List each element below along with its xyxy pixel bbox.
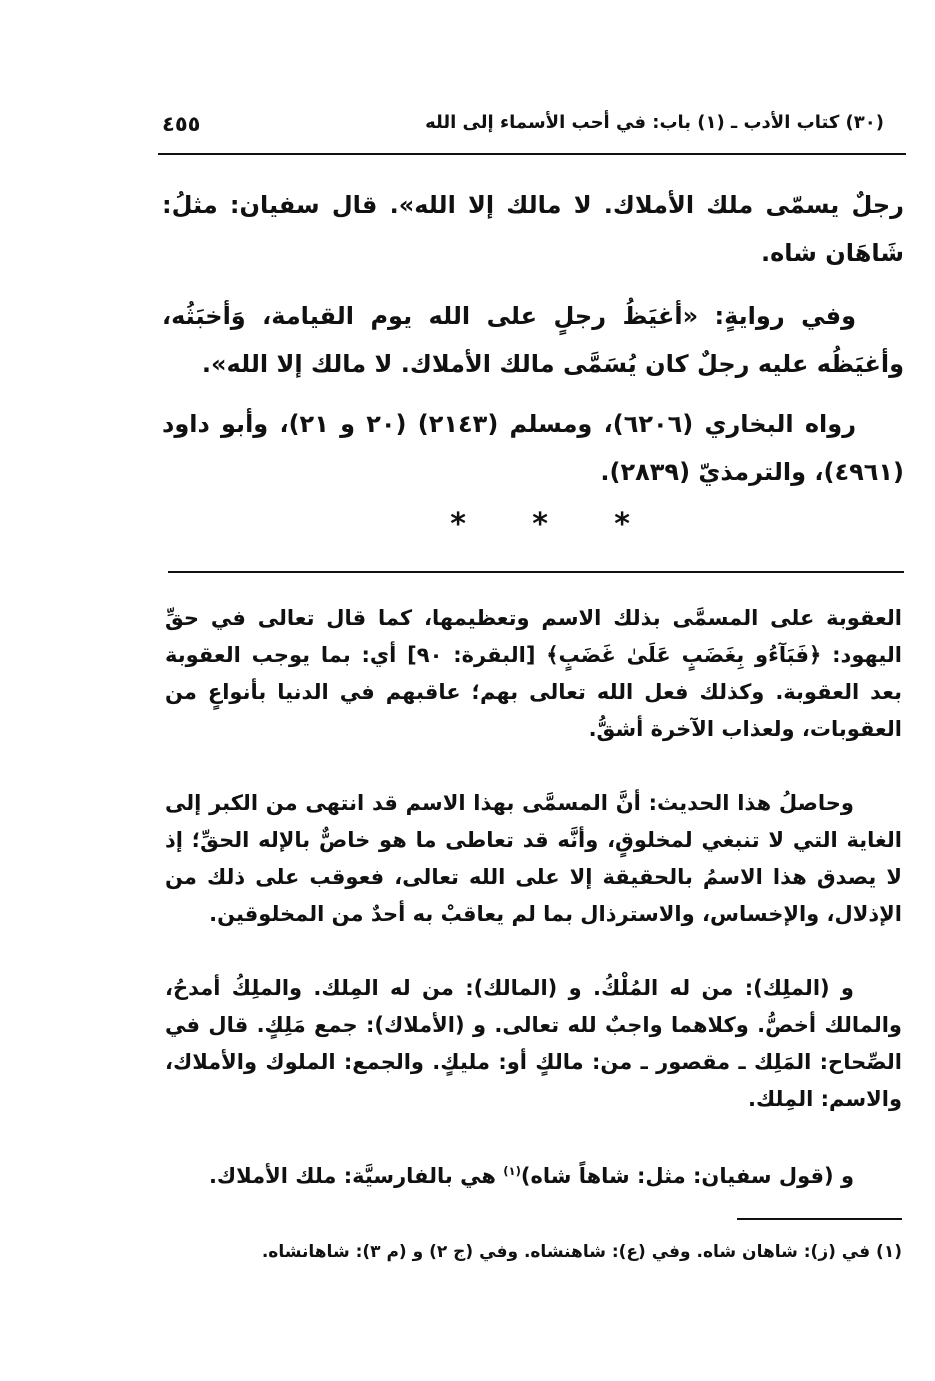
- hadith-paragraph-2: وفي روايةٍ: «أغيَظُ رجلٍ على الله يوم القيامة، وَأخبَثُه، وأغيَظُه عليه رجلٌ كان يُسَمَّى مالك الأملاك. لا مالك إلا الله».: [162, 302, 904, 378]
- separator-star: *: [614, 507, 630, 542]
- commentary-paragraph-3: و (الملِك): من له المُلْكُ. و (المالك): من له المِلك. والملِكُ أمدحُ، والمالك أخصُّ. وكلاهما واجبٌ لله تعالى. و (الأملاك): جمع مَلِكٍ. قال في الصِّحاح: المَلِك ـ مقصور ـ من: مالكٍ أو: مليكٍ. والجمع: الملوك والأملاك، والاسم: المِلك.: [165, 976, 902, 1111]
- running-header: [158, 112, 906, 152]
- page-number: ٤٥٥: [162, 112, 201, 136]
- footnote-rule: [737, 1218, 902, 1220]
- commentary-paragraph-2: وحاصلُ هذا الحديث: أنَّ المسمَّى بهذا الاسم قد انتهى من الكبر إلى الغاية التي لا تنبغي لمخلوقٍ، وأنَّه قد تعاطى ما هو خاصٌّ بالإله الحقِّ؛ إذ لا يصدق هذا الاسمُ بالحقيقة إلا على الله تعالى، فعوقب على ذلك من الإذلال، والإخساس، والاسترذال بما لم يعاقبْ به أحدٌ من المخلوقين.: [165, 791, 902, 926]
- commentary-paragraph-1: العقوبة على المسمَّى بذلك الاسم وتعظيمها، كما قال تعالى في حقِّ اليهود: ﴿فَبَآءُو بِغَضَبٍ عَلَىٰ غَضَبٍ﴾ [البقرة: ٩٠] أي: بما يوجب العقوبة بعد العقوبة. وكذلك فعل الله تعالى بهم؛ عاقبهم في الدنيا بأنواعٍ من العقوبات، ولعذاب الآخرة أشقُّ.: [165, 606, 903, 741]
- commentary-text: و (قول سفيان: مثل: شاهاً شاه): [520, 1164, 854, 1188]
- hadith-source-paragraph: رواه البخاري (٦٢٠٦)، ومسلم (٢١٤٣) (٢٠ و ٢١)، وأبو داود (٤٩٦١)، والترمذيّ (٢٨٣٩).: [162, 410, 904, 486]
- section-rule: [168, 571, 904, 573]
- separator-star: *: [450, 507, 466, 542]
- separator-star: *: [532, 507, 548, 542]
- chapter-title: (٣٠) كتاب الأدب ـ (١) باب: في أحب الأسماء إلى الله: [425, 112, 884, 133]
- hadith-paragraph-1: رجلٌ يسمّى ملك الأملاك. لا مالك إلا الله». قال سفيان: مثلُ: شَاهَان شاه.: [162, 191, 904, 267]
- commentary-text: هي بالفارسيَّة: ملك الأملاك.: [208, 1164, 504, 1188]
- section-separator: [430, 507, 650, 542]
- footnote: (١) في (ز): شاهان شاه. وفي (ع): شاهنشاه. وفي (ج ٢) و (م ٣): شاهانشاه.: [261, 1242, 902, 1262]
- footnote-reference: (١): [503, 1164, 521, 1178]
- header-rule: [158, 153, 906, 155]
- commentary-paragraph-4: [165, 1153, 902, 1195]
